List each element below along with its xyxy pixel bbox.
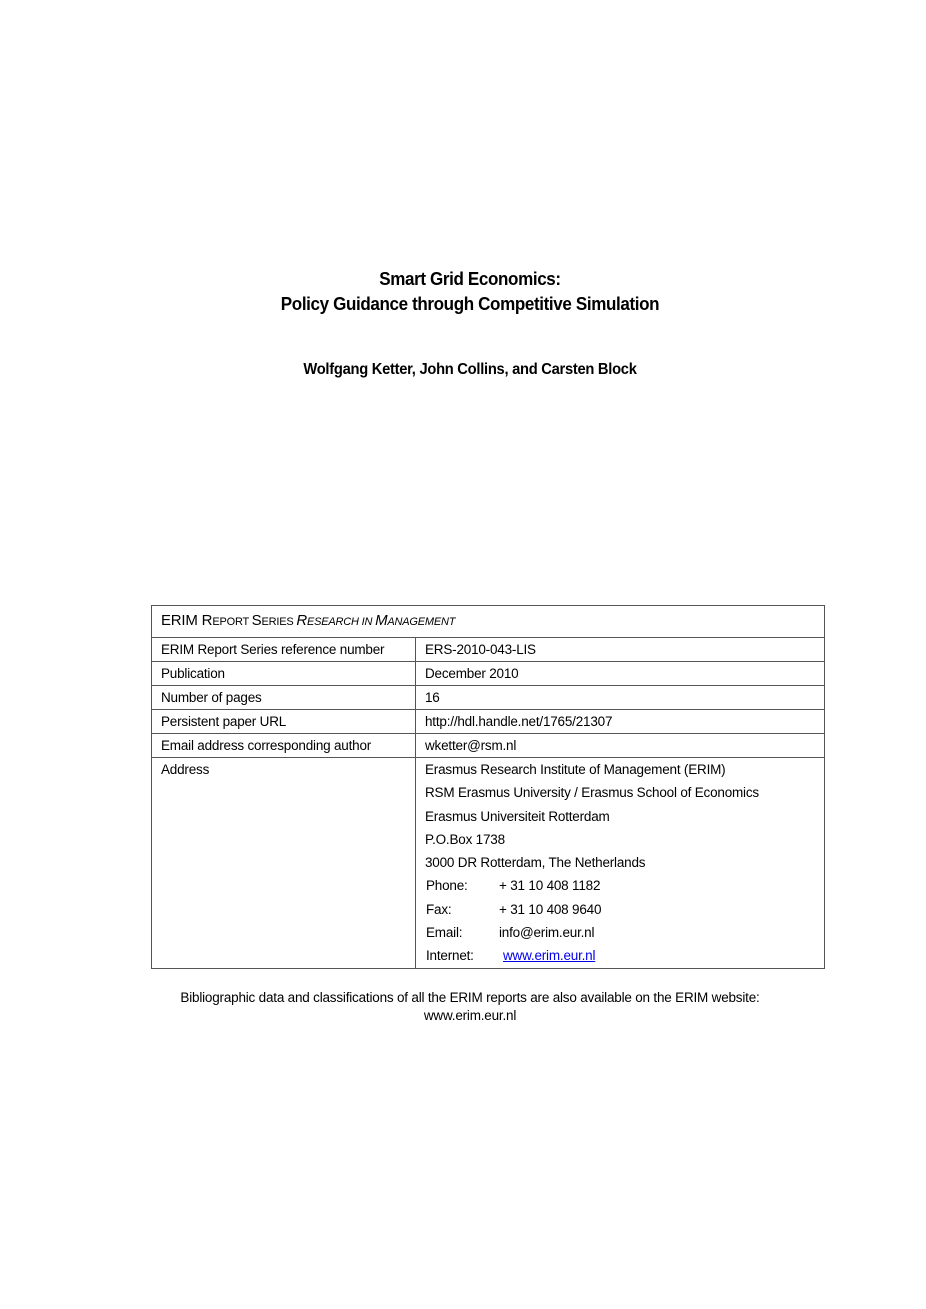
table-row — [152, 662, 825, 686]
header-management: ANAGEMENT — [387, 616, 456, 628]
contact-key: Phone: — [426, 878, 468, 894]
address-line: P.O.Box 1738 — [425, 831, 505, 847]
row-value: ERS-2010-043-LIS — [416, 638, 825, 662]
footer-line-1: Bibliographic data and classifications of all the ERIM reports are also available on the ERIM website: — [180, 990, 760, 1005]
report-info-table — [151, 605, 825, 969]
address-label: Address — [152, 758, 416, 969]
address-line: 3000 DR Rotterdam, The Netherlands — [425, 855, 646, 871]
header-erim: ERIM — [161, 612, 202, 629]
address-line: RSM Erasmus University / Erasmus School of Economics — [425, 785, 759, 801]
header-r: R — [201, 612, 213, 629]
title-block — [0, 266, 926, 316]
address-row — [152, 758, 825, 969]
header-report: EPORT — [212, 616, 252, 628]
row-label: Email address corresponding author — [152, 734, 416, 758]
contact-fax — [425, 898, 824, 921]
table-row — [152, 734, 825, 758]
header-research-in: ESEARCH IN — [307, 616, 376, 628]
contact-internet — [425, 944, 824, 967]
header-s: S — [251, 612, 262, 629]
contact-value: + 31 10 408 9640 — [499, 901, 602, 917]
report-series-header — [152, 606, 825, 638]
table-row — [152, 686, 825, 710]
authors: Wolfgang Ketter, John Collins, and Carsten Block — [303, 361, 637, 378]
footer-note — [0, 989, 926, 1025]
row-value: wketter@rsm.nl — [416, 734, 825, 758]
contact-key: Internet: — [426, 948, 474, 964]
footer-line-2: www.erim.eur.nl — [423, 1008, 517, 1023]
header-series: ERIES — [261, 616, 297, 628]
row-label: Persistent paper URL — [152, 710, 416, 734]
contact-key: Email: — [426, 925, 463, 941]
address-line: Erasmus Universiteit Rotterdam — [425, 808, 610, 824]
address-value — [416, 758, 825, 969]
table-row — [152, 710, 825, 734]
address-line: Erasmus Research Institute of Management (ERIM) — [425, 762, 726, 777]
row-value: December 2010 — [416, 662, 825, 686]
row-value: http://hdl.handle.net/1765/21307 — [416, 710, 825, 734]
table-header-row — [152, 606, 825, 638]
contact-phone — [425, 874, 824, 897]
page-title-line-2: Policy Guidance through Competitive Simulation — [280, 293, 660, 314]
header-m: M — [375, 612, 388, 629]
header-r2: R — [296, 612, 307, 629]
row-label: Publication — [152, 662, 416, 686]
contact-key: Fax: — [426, 901, 452, 917]
row-label: Number of pages — [152, 686, 416, 710]
website-link[interactable]: www.erim.eur.nl — [503, 948, 596, 964]
contact-value: + 31 10 408 1182 — [499, 878, 601, 894]
contact-email — [425, 921, 824, 944]
page-title-line-1: Smart Grid Economics: — [379, 268, 561, 289]
table-row — [152, 638, 825, 662]
row-label: ERIM Report Series reference number — [152, 638, 416, 662]
row-value: 16 — [416, 686, 825, 710]
contact-value: info@erim.eur.nl — [499, 925, 595, 941]
